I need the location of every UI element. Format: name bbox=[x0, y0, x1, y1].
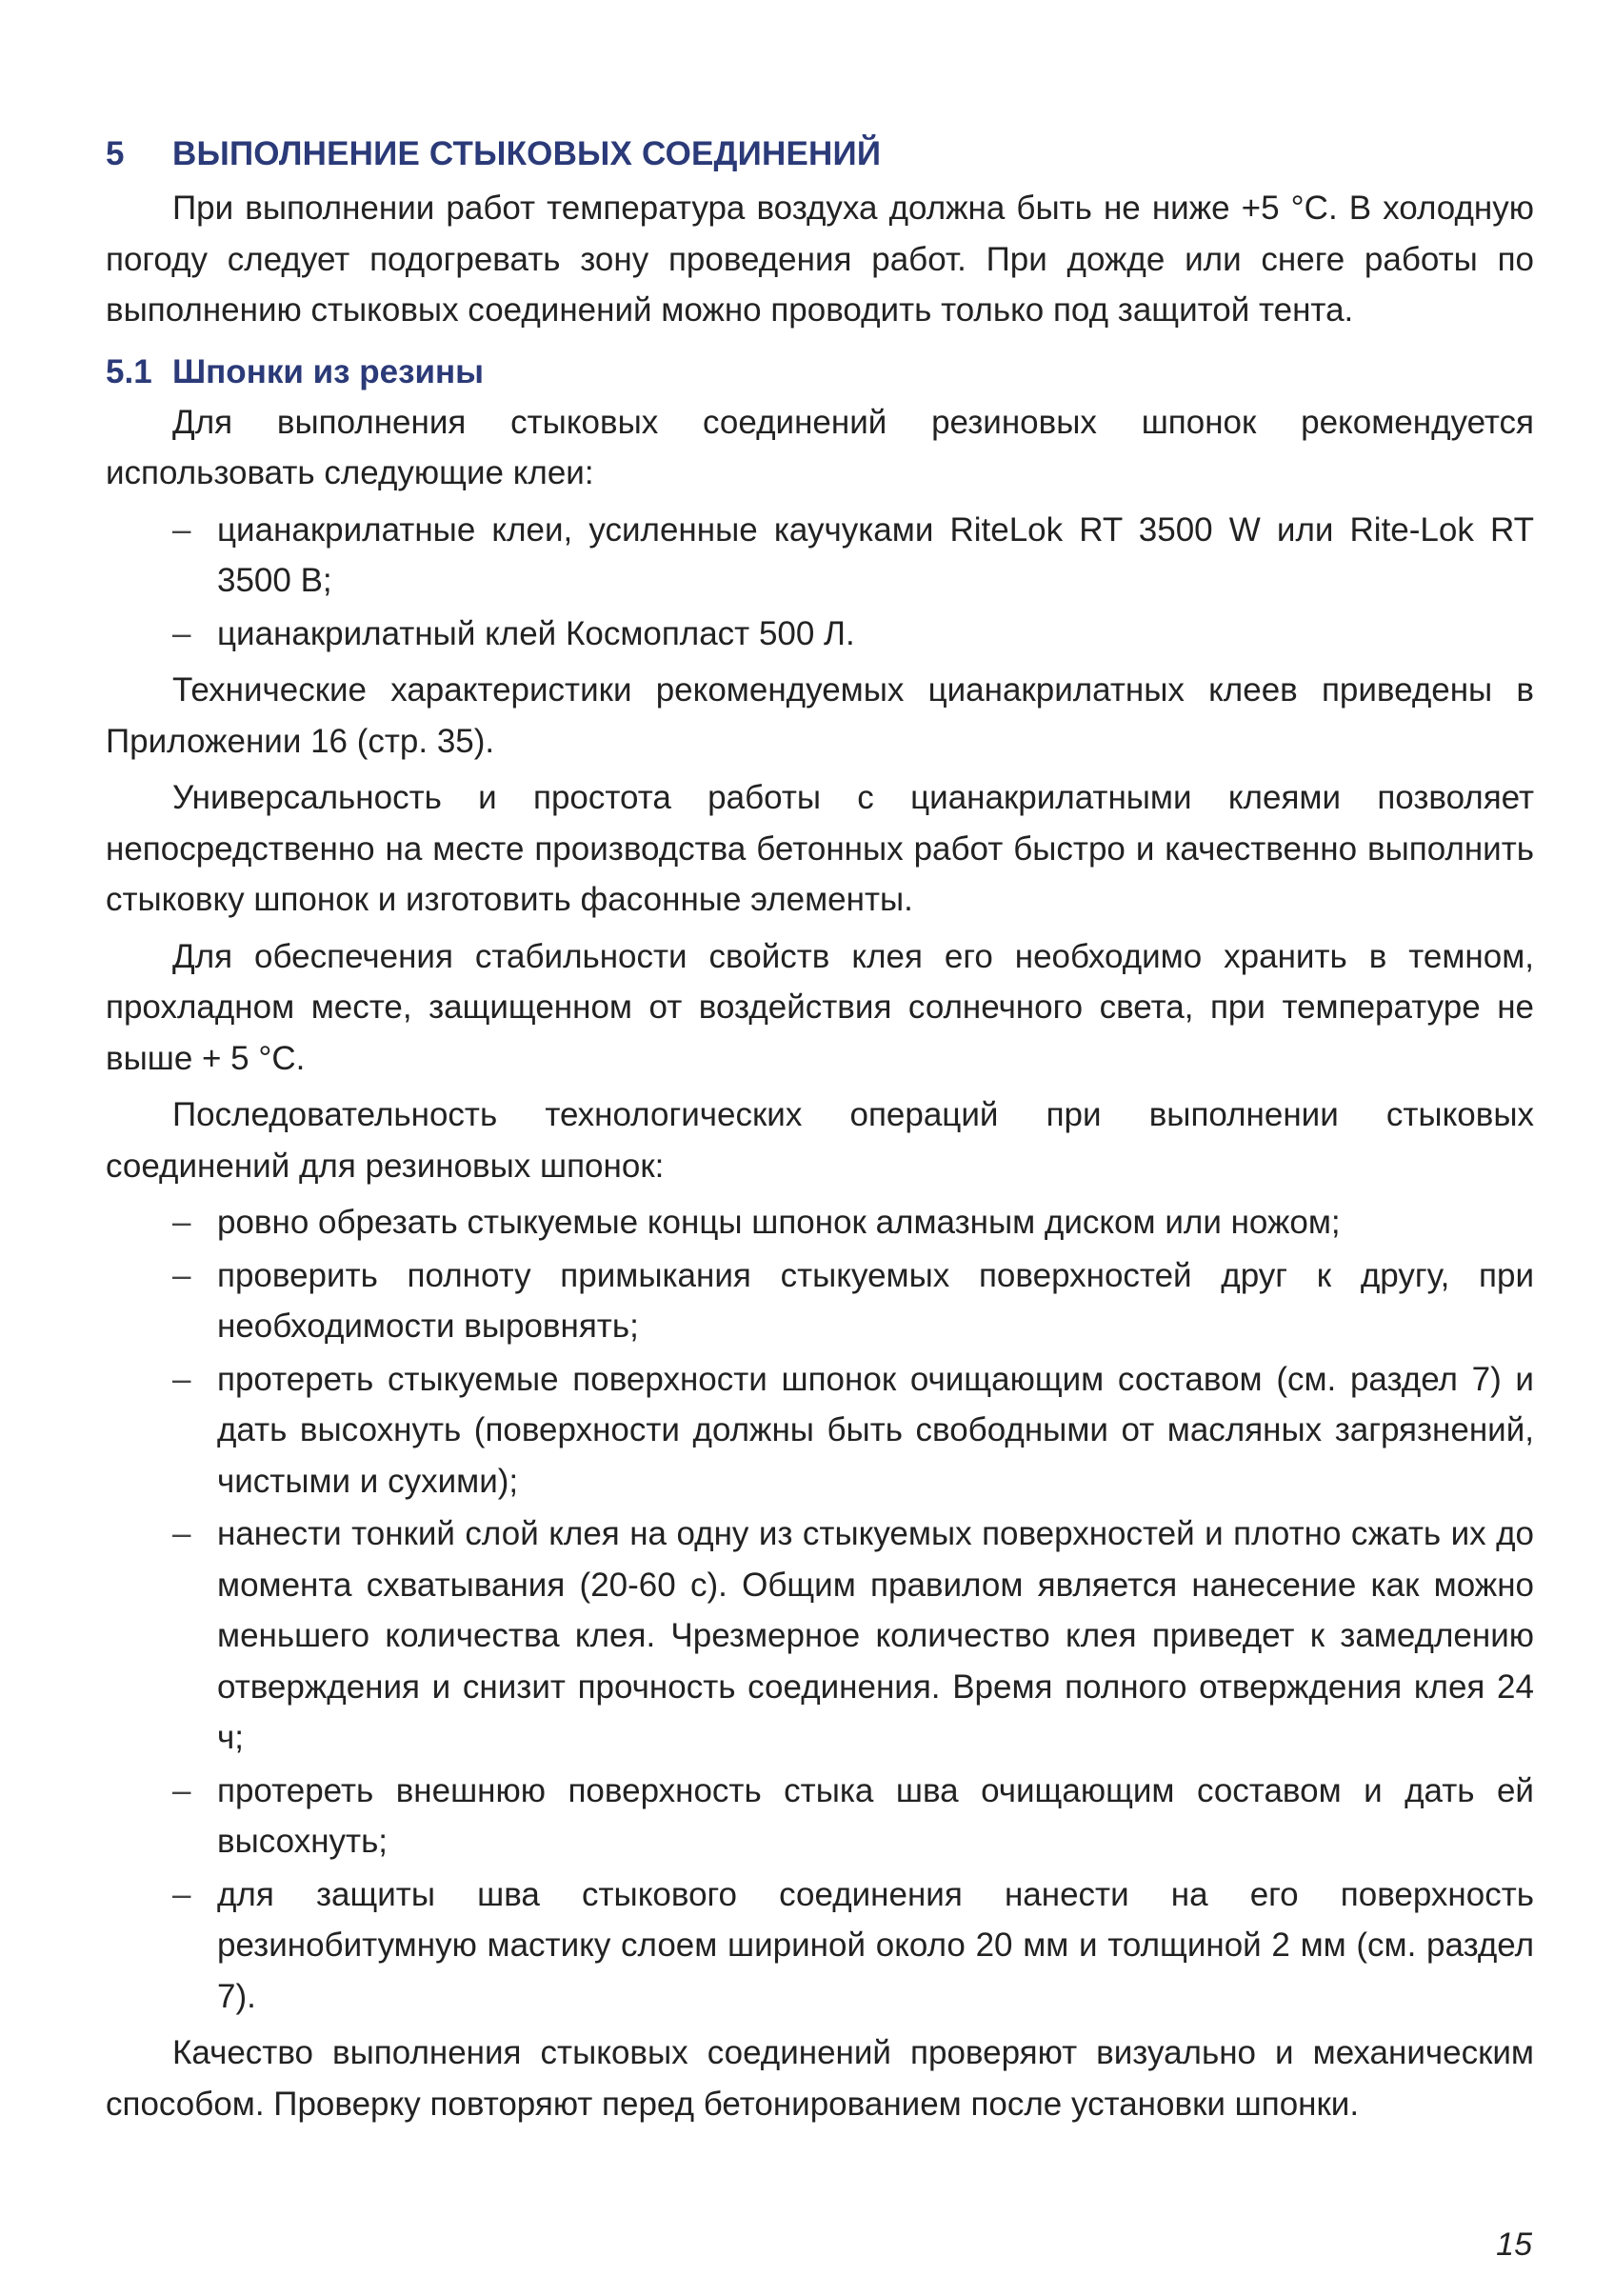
dash-bullet-icon: – bbox=[172, 1204, 191, 1241]
universal-paragraph: Универсальность и простота работы с цианакрилатными клеями позволяет непосредственно на месте производства бетонных работ быстро и качественно выполнить стыковку шпонок и изготовить фасонные элементы. bbox=[106, 779, 1534, 918]
list-item bbox=[106, 1250, 1534, 1352]
dash-bullet-icon: – bbox=[172, 1360, 191, 1398]
glues-list bbox=[106, 505, 1534, 660]
dash-bullet-icon: – bbox=[172, 1515, 191, 1552]
document-page bbox=[106, 122, 1534, 2135]
list-item-text: цианакрилатные клеи, усиленные каучуками RiteLok RT 3500 W или Rite-Lok RT 3500 B; bbox=[217, 510, 1534, 599]
storage-paragraph: Для обеспечения стабильности свойств клея его необходимо хранить в темном, прохладном месте, защищенном от воздействия солнечного света, при температуре не выше + 5 °С. bbox=[106, 937, 1534, 1077]
list-item-text: протереть внешнюю поверхность стыка шва очищающим составом и дать ей высохнуть; bbox=[217, 1771, 1534, 1860]
dash-bullet-icon: – bbox=[172, 1256, 191, 1294]
list-item bbox=[106, 1508, 1534, 1764]
dash-bullet-icon: – bbox=[172, 510, 191, 549]
list-item bbox=[106, 1766, 1534, 1867]
glues-intro-paragraph: Для выполнения стыковых соединений резиновых шпонок рекомендуется использовать следующие клеи: bbox=[106, 403, 1534, 491]
dash-bullet-icon: – bbox=[172, 614, 191, 652]
quality-paragraph: Качество выполнения стыковых соединений проверяют визуально и механическим способом. Проверку повторяют перед бетонированием после установки шпонки. bbox=[106, 2034, 1534, 2123]
list-item-text: нанести тонкий слой клея на одну из стыкуемых поверхностей и плотно сжать их до момента схватывания (20-60 с). Общим правилом является нанесение как можно меньшего количества клея. Чрезмерное количество клея приведет к замедлению отверждения и снизит прочность соединения. Время полного отверждения клея 24 ч; bbox=[217, 1515, 1534, 1756]
page-number: 15 bbox=[1496, 2226, 1532, 2263]
list-item bbox=[106, 1197, 1534, 1248]
list-item bbox=[106, 1869, 1534, 2023]
list-item-text: протереть стыкуемые поверхности шпонок очищающим составом (см. раздел 7) и дать высохнуть (поверхности должны быть свободными от масляных загрязнений, чистыми и сухими); bbox=[217, 1360, 1534, 1500]
list-item-text: цианакрилатный клей Космопласт 500 Л. bbox=[217, 614, 855, 652]
sequence-paragraph: Последовательность технологических операций при выполнении стыковых соединений для резиновых шпонок: bbox=[106, 1096, 1534, 1185]
subsection-title: Шпонки из резины bbox=[172, 352, 485, 390]
list-item-text: для защиты шва стыкового соединения нанести на его поверхность резинобитумную мастику слоем шириной около 20 мм и толщиной 2 мм (см. раздел 7). bbox=[217, 1875, 1534, 2015]
section-title: ВЫПОЛНЕНИЕ СТЫКОВЫХ СОЕДИНЕНИЙ bbox=[172, 135, 882, 172]
dash-bullet-icon: – bbox=[172, 1875, 191, 1913]
steps-list bbox=[106, 1197, 1534, 2022]
dash-bullet-icon: – bbox=[172, 1771, 191, 1809]
list-item-text: ровно обрезать стыкуемые концы шпонок алмазным диском или ножом; bbox=[217, 1204, 1341, 1241]
list-item bbox=[106, 1354, 1534, 1507]
specs-paragraph: Технические характеристики рекомендуемых цианакрилатных клеев приведены в Приложении 16 (стр. 35). bbox=[106, 671, 1534, 760]
list-item bbox=[106, 609, 1534, 660]
list-item-text: проверить полноту примыкания стыкуемых поверхностей друг к другу, при необходимости выровнять; bbox=[217, 1256, 1534, 1345]
section-heading bbox=[106, 122, 1534, 170]
subsection-heading bbox=[106, 342, 1534, 397]
subsection-number: 5.1 bbox=[106, 352, 152, 390]
section-intro-paragraph: При выполнении работ температура воздуха должна быть не ниже +5 °С. В холодную погоду следует подогревать зону проведения работ. При дожде или снеге работы по выполнению стыковых соединений можно проводить только под защитой тента. bbox=[106, 190, 1534, 329]
list-item bbox=[106, 505, 1534, 607]
section-number: 5 bbox=[106, 135, 125, 172]
